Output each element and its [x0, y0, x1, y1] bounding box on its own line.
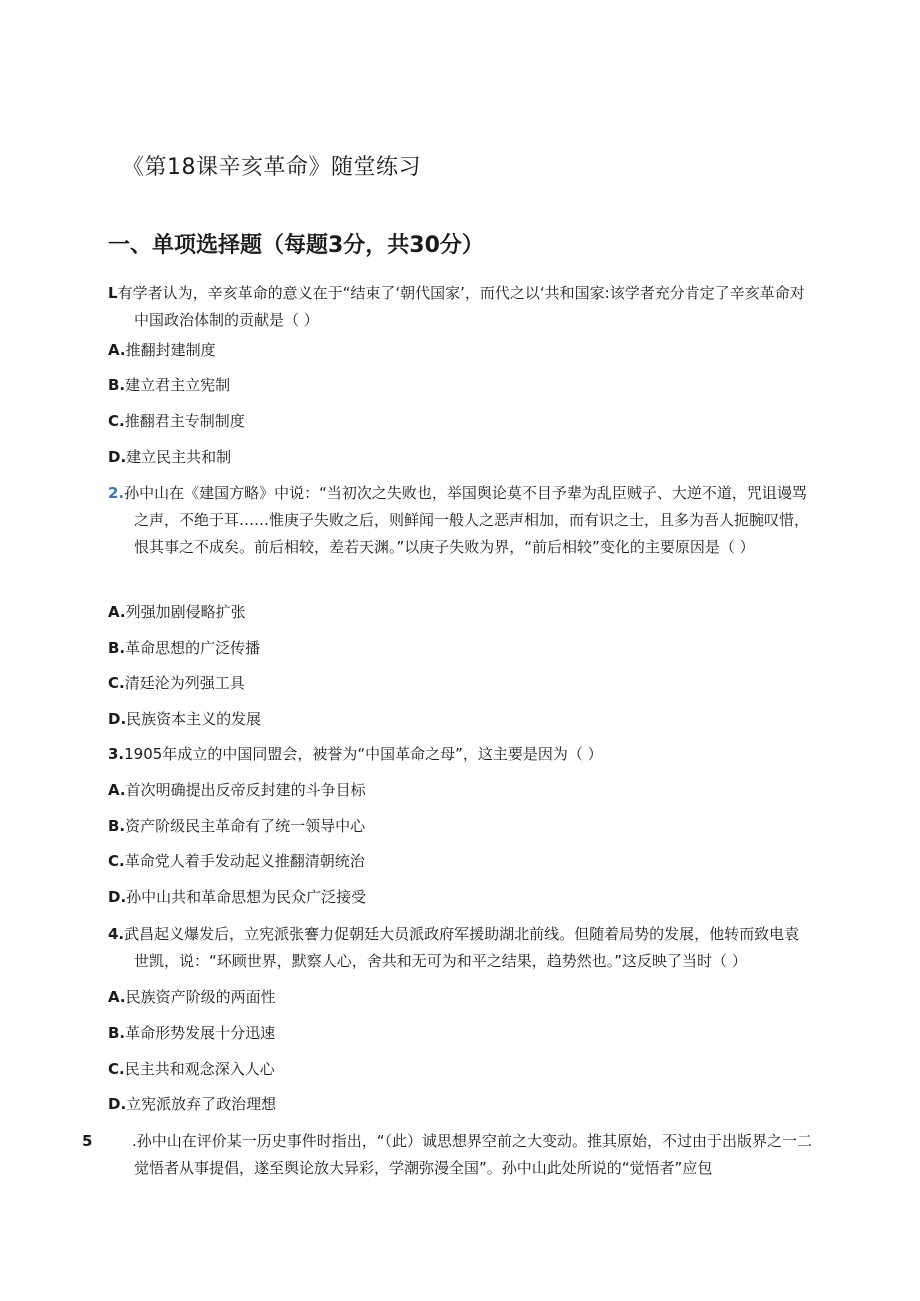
- option-2a: A.列强加剧侵略扩张: [108, 603, 246, 621]
- option-1c: C.推翻君主专制制度: [108, 412, 245, 430]
- option-3c: C.革命党人着手发动起义推翻清朝统治: [108, 852, 365, 870]
- question-text: 1905年成立的中国同盟会，被誉为“中国革命之母”，这主要是因为（ ）: [124, 745, 603, 763]
- question-1: [108, 280, 814, 334]
- question-number: 5: [82, 1132, 93, 1150]
- question-text: 武昌起义爆发后，立宪派张謇力促朝廷大员派政府军援助湖北前线。但随着局势的发展，他转而致电袁世凯，说：“环顾世界，默察人心，舍共和无可为和平之结果，趋势然也。”这反映了当时（ ）: [124, 925, 800, 970]
- section-heading: 一、单项选择题（每题3分，共30分）: [108, 233, 484, 258]
- option-3a: A.首次明确提出反帝反封建的斗争目标: [108, 781, 366, 799]
- option-3d: D.孙中山共和革命思想为民众广泛接受: [108, 888, 367, 906]
- question-text: 孙中山在《建国方略》中说：“当初次之失败也，举国舆论莫不目予辈为乱臣贼子、大逆不道，咒诅谩骂之声，不绝于耳……惟庚子失败之后，则鲜闻一般人之恶声相加，而有识之士，且多为吾人扼腕叹惜，恨其事之不成矣。前后相较，差若天渊。”以庚子失败为界，“前后相较”变化的主要原因是（ ）: [124, 484, 810, 556]
- option-1a: A.推翻封建制度: [108, 341, 216, 359]
- option-2b: B.革命思想的广泛传播: [108, 639, 261, 657]
- question-number: 4.: [108, 925, 125, 943]
- question-number: 2.: [108, 484, 125, 502]
- option-4b: B.革命形势发展十分迅速: [108, 1024, 276, 1042]
- question-4: [108, 921, 814, 975]
- question-number: 3.: [108, 745, 125, 763]
- option-2d: D.民族资本主义的发展: [108, 710, 262, 728]
- question-text: .孙中山在评价某一历史事件时指出，“（此）诚思想界空前之大变动。推其原始，不过由于出版界之一二觉悟者从事提倡，遂至舆论放大异彩，学潮弥漫全国”。孙中山此处所说的“觉悟者”应包: [132, 1132, 813, 1177]
- option-4c: C.民主共和观念深入人心: [108, 1060, 275, 1078]
- option-4a: A.民族资产阶级的两面性: [108, 988, 276, 1006]
- question-2: [108, 480, 814, 561]
- option-1b: B.建立君主立宪制: [108, 376, 231, 394]
- question-text: 有学者认为，辛亥革命的意义在于“结束了‘朝代国家’，而代之以‘共和国家:该学者充分肯定了辛亥革命对中国政治体制的贡献是（ ）: [117, 284, 805, 329]
- document-title: 《第18课辛亥革命》随堂练习: [122, 155, 421, 180]
- question-3: [108, 741, 814, 768]
- question-5: [82, 1128, 814, 1182]
- option-4d: D.立宪派放弃了政治理想: [108, 1095, 277, 1113]
- question-number: L: [108, 284, 118, 302]
- option-2c: C.清廷沦为列强工具: [108, 674, 245, 692]
- option-3b: B.资产阶级民主革命有了统一领导中心: [108, 817, 366, 835]
- option-1d: D.建立民主共和制: [108, 448, 232, 466]
